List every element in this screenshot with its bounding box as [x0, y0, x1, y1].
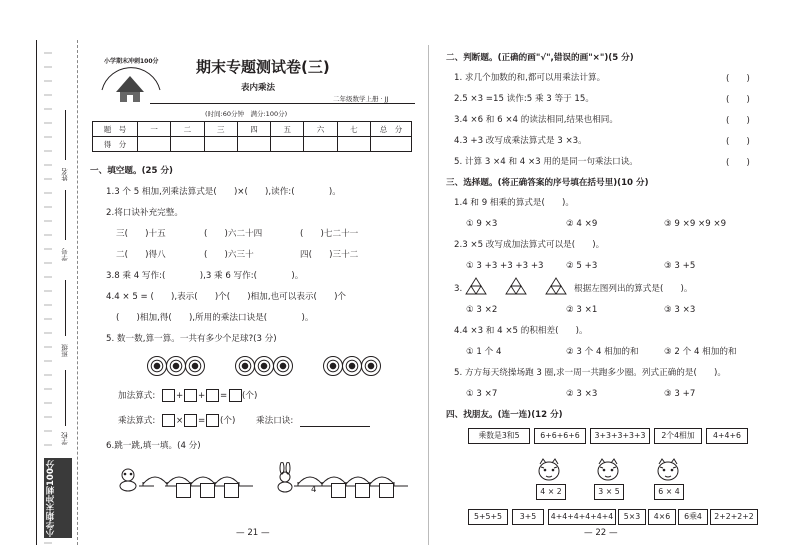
choice-3-prefix: 3. [454, 284, 463, 294]
rhyme-5: ( )六三十 [204, 250, 254, 260]
grade-label: 二年级数学上册 · JJ [333, 95, 389, 103]
id-field-label: 学号 [61, 248, 69, 261]
q1-4a: 4.4 × 5 = ( ),表示( )个( )相加,也可以表示( )个 [106, 292, 347, 302]
page-subtitle: 表内乘法 [241, 83, 276, 93]
q1-6: 6.跳一跳,填一填。(4 分) [106, 441, 201, 451]
match-bottom-7[interactable]: 2+2+2+2 [710, 509, 758, 525]
add-op: = [220, 391, 228, 401]
choice-2-opt-c[interactable]: ③ 3 +5 [664, 261, 696, 271]
rhyme-1: 三( )十五 [116, 229, 166, 239]
section4-heading: 四、找朋友。(连一连)(12 分) [446, 410, 563, 420]
match-bottom-4[interactable]: 5×3 [618, 509, 646, 525]
add-box[interactable] [162, 389, 175, 402]
football-icon [323, 356, 343, 376]
add-unit: (个) [242, 391, 258, 401]
rhyme-4: 二( )得八 [116, 250, 166, 260]
name-field-label: 姓名 [61, 168, 69, 181]
judge-paren[interactable]: ( ) [726, 158, 750, 168]
tiger-icon [654, 458, 682, 484]
jump-box[interactable] [379, 483, 394, 498]
choice-5-opt-c[interactable]: ③ 3 +7 [664, 389, 696, 399]
q1-1: 1.3 个 5 相加,列乘法算式是( )×( ),读作:( )。 [106, 187, 341, 197]
triangle-groups-icon [464, 276, 574, 298]
score-row-label: 得 分 [93, 137, 138, 152]
choice-4-opt-b[interactable]: ② 3 个 4 相加的和 [566, 347, 639, 357]
choice-1-opt-a[interactable]: ① 9 ×3 [466, 219, 498, 229]
score-cell[interactable] [138, 137, 171, 152]
football-icon [254, 356, 274, 376]
tiger-icon [594, 458, 622, 484]
q1-2: 2.将口诀补充完整。 [106, 208, 183, 218]
choice-3: 根据左图列出的算式是( )。 [574, 284, 693, 294]
score-head: 二 [171, 122, 204, 137]
cat-card-2[interactable]: 3 × 5 [594, 484, 624, 500]
rhyme-3: ( )七二十一 [300, 229, 359, 239]
score-head: 题 号 [93, 122, 138, 137]
mul-label: 乘法算式: [118, 416, 156, 426]
judge-paren[interactable]: ( ) [726, 95, 750, 105]
choice-4-opt-a[interactable]: ① 1 个 4 [466, 347, 502, 357]
section3-heading: 三、选择题。(将正确答案的序号填在括号里)(10 分) [446, 178, 649, 188]
choice-4-opt-c[interactable]: ③ 2 个 4 相加的和 [664, 347, 737, 357]
score-cell[interactable] [337, 137, 370, 152]
choice-1-opt-b[interactable]: ② 4 ×9 [566, 219, 598, 229]
jump-box[interactable] [200, 483, 215, 498]
score-head: 四 [237, 122, 270, 137]
football-icon [235, 356, 255, 376]
score-cell[interactable] [304, 137, 337, 152]
q1-5: 5. 数一数,算一算。一共有多少个足球?(3 分) [106, 334, 277, 344]
judge-paren[interactable]: ( ) [726, 74, 750, 84]
match-bottom-2[interactable]: 3+5 [512, 509, 544, 525]
add-box[interactable] [184, 389, 197, 402]
judge-paren[interactable]: ( ) [726, 137, 750, 147]
page-number-right: — 22 — [584, 528, 618, 538]
mul-rhyme-label: 乘法口诀: [256, 416, 294, 426]
match-top-1[interactable]: 乘数是3和5 [468, 428, 530, 444]
football-icon [185, 356, 205, 376]
choice-5: 5. 方方每天绕操场跑 3 圈,求一周一共跑多少圈。列式正确的是( )。 [454, 368, 726, 378]
score-head: 总 分 [371, 122, 412, 137]
tiger-icon [535, 458, 563, 484]
jump-start-b: 4 [311, 485, 317, 495]
football-icon [342, 356, 362, 376]
choice-3-opt-c[interactable]: ③ 3 ×3 [664, 305, 696, 315]
score-head: 六 [304, 122, 337, 137]
mul-op: = [198, 416, 206, 426]
match-top-5[interactable]: 4+4+6 [706, 428, 748, 444]
score-table [92, 121, 412, 152]
jump-box[interactable] [176, 483, 191, 498]
judge-1: 1. 求几个加数的和,都可以用乘法计算。 [454, 73, 606, 83]
binding-badge: 小学期末冲刺100分 [44, 458, 72, 538]
choice-3-opt-b[interactable]: ② 3 ×1 [566, 305, 598, 315]
jump-box[interactable] [331, 483, 346, 498]
add-op: + [198, 391, 206, 401]
cat-card-3[interactable]: 6 × 4 [654, 484, 684, 500]
score-head: 三 [204, 122, 237, 137]
page-number-left: — 21 — [236, 528, 270, 538]
judge-paren[interactable]: ( ) [726, 116, 750, 126]
football-icon [147, 356, 167, 376]
choice-4: 4.4 ×3 和 4 ×5 的积相差( )。 [454, 326, 588, 336]
score-head: 五 [271, 122, 304, 137]
choice-5-opt-b[interactable]: ② 3 ×3 [566, 389, 598, 399]
section1-heading: 一、填空题。(25 分) [90, 166, 173, 176]
score-cell[interactable] [271, 137, 304, 152]
score-head: 七 [337, 122, 370, 137]
add-label: 加法算式: [118, 391, 156, 401]
add-box[interactable] [206, 389, 219, 402]
cat-card-1[interactable]: 4 × 2 [536, 484, 566, 500]
mul-box[interactable] [206, 414, 219, 427]
match-top-2[interactable]: 6+6+6+6 [534, 428, 586, 444]
page-title: 期末专题测试卷(三) [196, 58, 330, 76]
choice-3-opt-a[interactable]: ① 3 ×2 [466, 305, 498, 315]
choice-1: 1.4 和 9 相乘的算式是( )。 [454, 198, 574, 208]
football-icon [361, 356, 381, 376]
judge-3: 3.4 ×6 和 6 ×4 的读法相同,结果也相同。 [454, 115, 618, 125]
judge-2: 2.5 ×3 =15 读作:5 乘 3 等于 15。 [454, 94, 594, 104]
school-field-label: 学校 [61, 432, 69, 445]
mul-box[interactable] [184, 414, 197, 427]
add-box[interactable] [229, 389, 242, 402]
match-bottom-1[interactable]: 5+5+5 [468, 509, 508, 525]
match-bottom-3[interactable]: 4+4+4+4+4+4 [548, 509, 616, 525]
choice-2-opt-b[interactable]: ② 5 +3 [566, 261, 598, 271]
mul-box[interactable] [162, 414, 175, 427]
match-top-4[interactable]: 2个4相加 [654, 428, 702, 444]
choice-1-opt-c[interactable]: ③ 9 ×9 ×9 ×9 [664, 219, 727, 229]
score-cell[interactable] [204, 137, 237, 152]
mul-op: × [176, 416, 184, 426]
choice-2-opt-a[interactable]: ① 3 +3 +3 +3 +3 [466, 261, 544, 271]
football-icon [273, 356, 293, 376]
class-field-label: 班级 [61, 344, 69, 357]
choice-2: 2.3 ×5 改写成加法算式可以是( )。 [454, 240, 605, 250]
score-cell[interactable] [371, 137, 412, 152]
score-cell[interactable] [171, 137, 204, 152]
section2-heading: 二、判断题。(正确的画"√",错误的画"×")(5 分) [446, 53, 634, 63]
logo-text: 小学期末冲刺100分 [104, 58, 159, 65]
match-bottom-6[interactable]: 6乘4 [678, 509, 708, 525]
add-op: + [176, 391, 184, 401]
q1-4b: ( )相加,得( ),所用的乘法口诀是( )。 [116, 313, 314, 323]
q1-3: 3.8 乘 4 写作:( ),3 乘 6 写作:( )。 [106, 271, 304, 281]
jump-box[interactable] [355, 483, 370, 498]
mul-unit: (个) [220, 416, 236, 426]
jump-box[interactable] [154, 483, 165, 494]
match-bottom-5[interactable]: 4×6 [648, 509, 676, 525]
time-score: (时间:60分钟 满分:100分) [205, 110, 288, 118]
score-cell[interactable] [237, 137, 270, 152]
score-head: 一 [138, 122, 171, 137]
football-icon [166, 356, 186, 376]
rhyme-2: ( )六二十四 [204, 229, 263, 239]
match-top-3[interactable]: 3+3+3+3+3 [590, 428, 650, 444]
judge-4: 4.3 +3 改写成乘法算式是 3 ×3。 [454, 136, 587, 146]
judge-5: 5. 计算 3 ×4 和 4 ×3 用的是同一句乘法口诀。 [454, 157, 638, 167]
rhyme-6: 四( )三十二 [300, 250, 359, 260]
choice-5-opt-a[interactable]: ① 3 ×7 [466, 389, 498, 399]
jump-box[interactable] [224, 483, 239, 498]
